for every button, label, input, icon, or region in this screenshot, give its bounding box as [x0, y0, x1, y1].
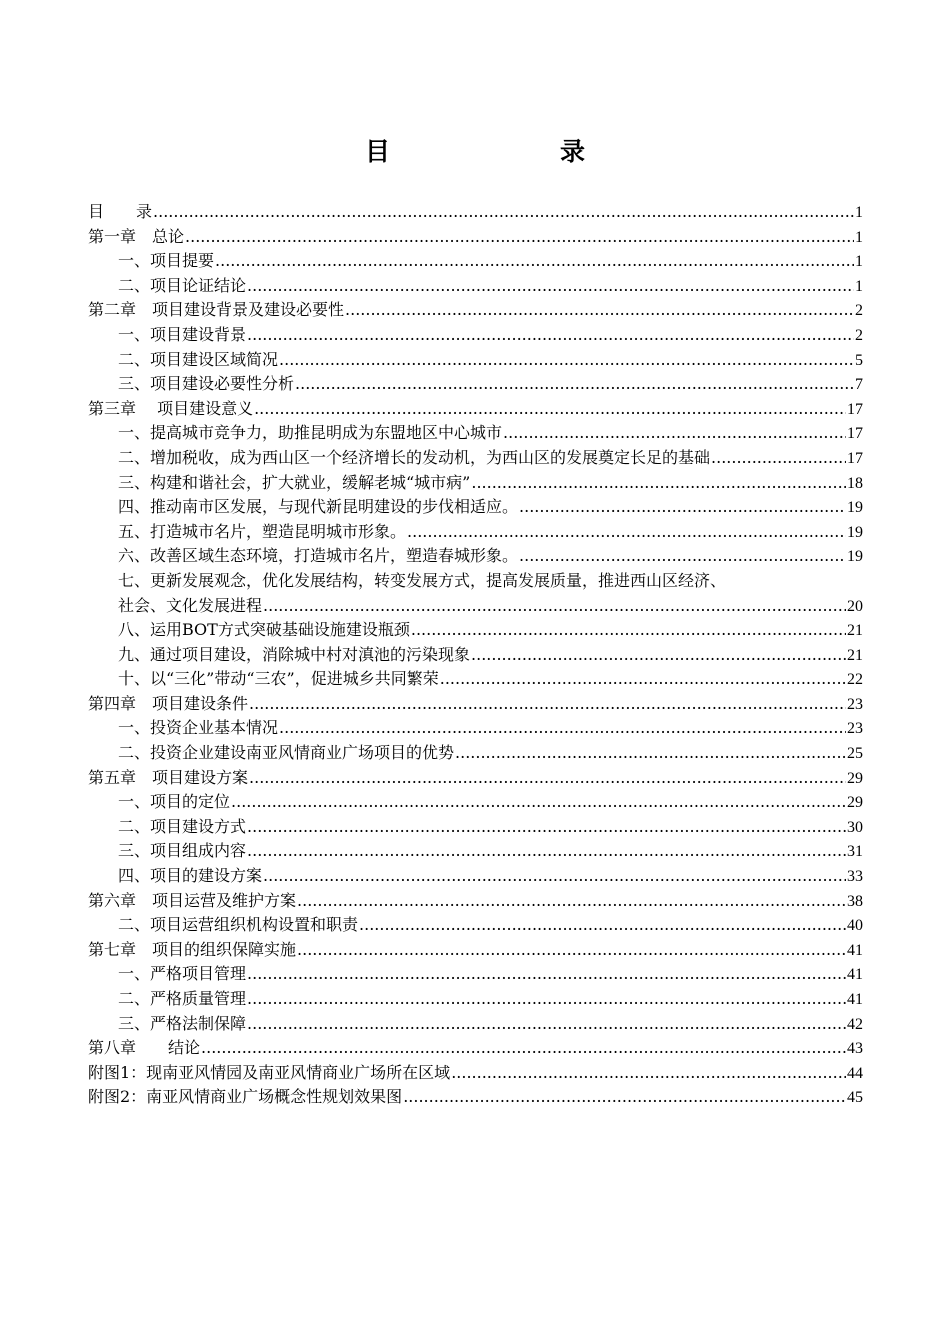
toc-entry-text: 二、项目建设区域简况 — [118, 349, 279, 369]
toc-entry-text: 三、严格法制保障 — [118, 1013, 247, 1033]
toc-page-number: 2 — [855, 302, 863, 320]
toc-entry-text: 三、构建和谐社会，扩大就业，缓解老城“城市病” — [118, 472, 471, 492]
toc-page-number: 21 — [847, 622, 863, 640]
toc-entry-text: 附图2：南亚风情商业广场概念性规划效果图 — [88, 1087, 403, 1107]
toc-entry[interactable] — [88, 397, 863, 422]
toc-entry-text: 第六章 项目运营及维护方案 — [88, 890, 297, 910]
toc-entry-text: 二、项目运营组织机构设置和职责 — [118, 915, 359, 935]
toc-entry-text: 三、项目建设必要性分析 — [118, 374, 295, 394]
toc-dot-leader — [215, 249, 854, 274]
toc-dot-leader — [440, 667, 846, 692]
toc-entry[interactable] — [88, 790, 863, 815]
toc-dot-leader — [455, 741, 846, 766]
toc-page-number: 20 — [847, 597, 863, 615]
toc-entry-text: 五、打造城市名片，塑造昆明城市形象。 — [118, 521, 407, 541]
toc-page-number: 23 — [847, 695, 863, 713]
toc-dot-leader — [279, 348, 854, 373]
toc-entry[interactable] — [88, 348, 863, 373]
toc-entry-text: 一、项目的定位 — [118, 792, 231, 812]
toc-entry[interactable] — [88, 520, 863, 545]
toc-entry[interactable] — [88, 495, 863, 520]
toc-dot-leader — [231, 790, 846, 815]
toc-entry[interactable] — [88, 544, 863, 569]
toc-entry[interactable] — [88, 962, 863, 987]
toc-dot-leader — [503, 421, 846, 446]
toc-entry[interactable] — [88, 643, 863, 668]
toc-dot-leader — [279, 716, 846, 741]
toc-entry[interactable] — [88, 913, 863, 938]
toc-entry-text: 第五章 项目建设方案 — [88, 767, 249, 787]
toc-entry-text: 九、通过项目建设，消除城中村对滇池的污染现象 — [118, 644, 471, 664]
toc-dot-leader — [407, 520, 846, 545]
toc-page-number: 19 — [847, 499, 863, 517]
toc-title: 目 录 — [364, 137, 625, 166]
toc-entry[interactable] — [88, 249, 863, 274]
toc-entry[interactable] — [88, 618, 863, 643]
toc-page-number: 23 — [847, 720, 863, 738]
toc-entry[interactable] — [88, 889, 863, 914]
toc-page-number: 43 — [847, 1040, 863, 1058]
toc-entry-text: 六、改善区域生态环境，打造城市名片，塑造春城形象。 — [118, 546, 519, 566]
toc-entry-text: 二、项目建设方式 — [118, 816, 247, 836]
toc-page-number: 1 — [855, 253, 863, 271]
toc-page-number: 17 — [847, 400, 863, 418]
toc-dot-leader — [247, 323, 854, 348]
toc-entry[interactable] — [88, 274, 863, 299]
toc-entry[interactable] — [88, 200, 863, 225]
toc-page-number: 42 — [847, 1015, 863, 1033]
toc-dot-leader — [451, 1061, 846, 1086]
toc-entry[interactable] — [88, 1036, 863, 1061]
toc-dot-leader — [247, 1012, 846, 1037]
toc-dot-leader — [519, 544, 846, 569]
toc-dot-leader — [247, 815, 846, 840]
toc-entry[interactable] — [88, 692, 863, 717]
toc-entry-text: 二、项目论证结论 — [118, 275, 247, 295]
toc-entry-text: 一、提高城市竞争力，助推昆明成为东盟地区中心城市 — [118, 423, 503, 443]
toc-page-number: 18 — [847, 474, 863, 492]
toc-entry-text: 第八章 结论 — [88, 1038, 201, 1058]
table-of-contents — [88, 200, 863, 1110]
toc-dot-leader — [297, 938, 846, 963]
toc-dot-leader — [711, 446, 846, 471]
toc-dot-leader — [249, 766, 846, 791]
toc-dot-leader — [247, 987, 846, 1012]
toc-entry[interactable] — [88, 741, 863, 766]
toc-entry-text: 一、投资企业基本情况 — [118, 718, 279, 738]
toc-entry[interactable] — [88, 667, 863, 692]
toc-dot-leader — [201, 1036, 846, 1061]
toc-entry[interactable] — [88, 372, 863, 397]
toc-entry-text: 第七章 项目的组织保障实施 — [88, 939, 297, 959]
toc-dot-leader — [403, 1085, 846, 1110]
toc-entry-text: 四、推动南市区发展，与现代新昆明建设的步伐相适应。 — [118, 497, 519, 517]
toc-page-number: 31 — [847, 843, 863, 861]
toc-page-number: 2 — [855, 326, 863, 344]
toc-entry-text: 第一章 总论 — [88, 226, 185, 246]
toc-entry[interactable] — [88, 471, 863, 496]
toc-dot-leader — [263, 864, 846, 889]
toc-page-number: 41 — [847, 991, 863, 1008]
toc-entry-text: 二、投资企业建设南亚风情商业广场项目的优势 — [118, 743, 455, 763]
toc-dot-leader — [153, 200, 854, 225]
toc-entry-text: 社会、文化发展进程 — [118, 595, 263, 615]
toc-dot-leader — [345, 298, 854, 323]
toc-entry[interactable] — [88, 1085, 863, 1110]
toc-dot-leader — [471, 643, 846, 668]
toc-dot-leader — [254, 397, 846, 422]
toc-entry[interactable] — [88, 594, 863, 619]
toc-page-number: 19 — [847, 548, 863, 566]
toc-entry-text: 一、项目提要 — [118, 251, 215, 271]
toc-entry-text: 七、更新发展观念，优化发展结构，转变发展方式，提高发展质量，推进西山区经济、 — [118, 570, 727, 590]
toc-dot-leader — [249, 692, 846, 717]
toc-dot-leader — [185, 225, 854, 250]
toc-page-number: 30 — [847, 818, 863, 836]
toc-dot-leader — [247, 839, 846, 864]
toc-dot-leader — [359, 913, 846, 938]
toc-page-number: 29 — [847, 769, 863, 787]
toc-entry[interactable] — [88, 864, 863, 889]
toc-entry[interactable] — [88, 938, 863, 963]
toc-entry[interactable] — [88, 225, 863, 250]
toc-page-number: 40 — [847, 917, 863, 935]
toc-page-number: 22 — [847, 671, 863, 689]
toc-dot-leader — [247, 274, 854, 299]
toc-page-number: 19 — [847, 523, 863, 541]
toc-page-number: 1 — [855, 277, 863, 295]
toc-dot-leader — [411, 618, 846, 643]
toc-entry-text: 三、项目组成内容 — [118, 841, 247, 861]
toc-entry[interactable] — [88, 1061, 863, 1086]
toc-page-number: 41 — [847, 966, 863, 984]
toc-entry-text: 二、严格质量管理 — [118, 989, 247, 1008]
toc-entry-text: 第三章 项目建设意义 — [88, 398, 254, 418]
toc-entry[interactable] — [88, 815, 863, 840]
toc-page-number: 38 — [847, 892, 863, 910]
toc-page-number: 41 — [847, 941, 863, 959]
toc-entry[interactable] — [88, 987, 863, 1012]
toc-entry-text: 目 录 — [88, 202, 153, 221]
toc-entry[interactable] — [88, 766, 863, 791]
toc-page-number: 21 — [847, 646, 863, 664]
toc-page-number: 17 — [847, 425, 863, 443]
toc-entry-text: 四、项目的建设方案 — [118, 866, 263, 886]
toc-entry-text: 十、以“三化”带动“三农”，促进城乡共同繁荣 — [118, 669, 439, 689]
toc-page-number: 1 — [855, 204, 863, 221]
toc-page-number: 33 — [847, 868, 863, 886]
toc-page-number: 5 — [855, 351, 863, 369]
toc-dot-leader — [295, 372, 854, 397]
toc-dot-leader — [247, 962, 846, 987]
toc-entry-text: 二、增加税收，成为西山区一个经济增长的发动机，为西山区的发展奠定长足的基础 — [118, 447, 711, 467]
toc-page-number: 25 — [847, 745, 863, 763]
toc-page-number: 7 — [855, 376, 863, 394]
toc-dot-leader — [471, 471, 846, 496]
toc-entry[interactable] — [88, 1012, 863, 1037]
toc-entry-text: 一、项目建设背景 — [118, 324, 247, 344]
toc-entry-text: 一、严格项目管理 — [118, 964, 247, 984]
toc-entry[interactable] — [88, 569, 863, 594]
toc-entry[interactable] — [88, 323, 863, 348]
toc-page-number: 44 — [847, 1064, 863, 1082]
toc-dot-leader — [519, 495, 846, 520]
toc-entry[interactable] — [88, 298, 863, 323]
toc-entry[interactable] — [88, 716, 863, 741]
toc-entry[interactable] — [88, 446, 863, 471]
toc-dot-leader — [263, 594, 846, 619]
toc-page-number: 29 — [847, 794, 863, 812]
toc-page-number: 1 — [855, 228, 863, 246]
toc-entry[interactable] — [88, 421, 863, 446]
toc-page-number: 17 — [847, 449, 863, 467]
toc-entry-text: 附图1：现南亚风情园及南亚风情商业广场所在区域 — [88, 1062, 451, 1082]
toc-entry-text: 第四章 项目建设条件 — [88, 693, 249, 713]
toc-dot-leader — [297, 889, 846, 914]
toc-entry-text: 八、运用BOT方式突破基础设施建设瓶颈 — [118, 620, 410, 640]
toc-entry-text: 第二章 项目建设背景及建设必要性 — [88, 300, 345, 320]
toc-entry[interactable] — [88, 839, 863, 864]
toc-page-number: 45 — [847, 1089, 863, 1107]
